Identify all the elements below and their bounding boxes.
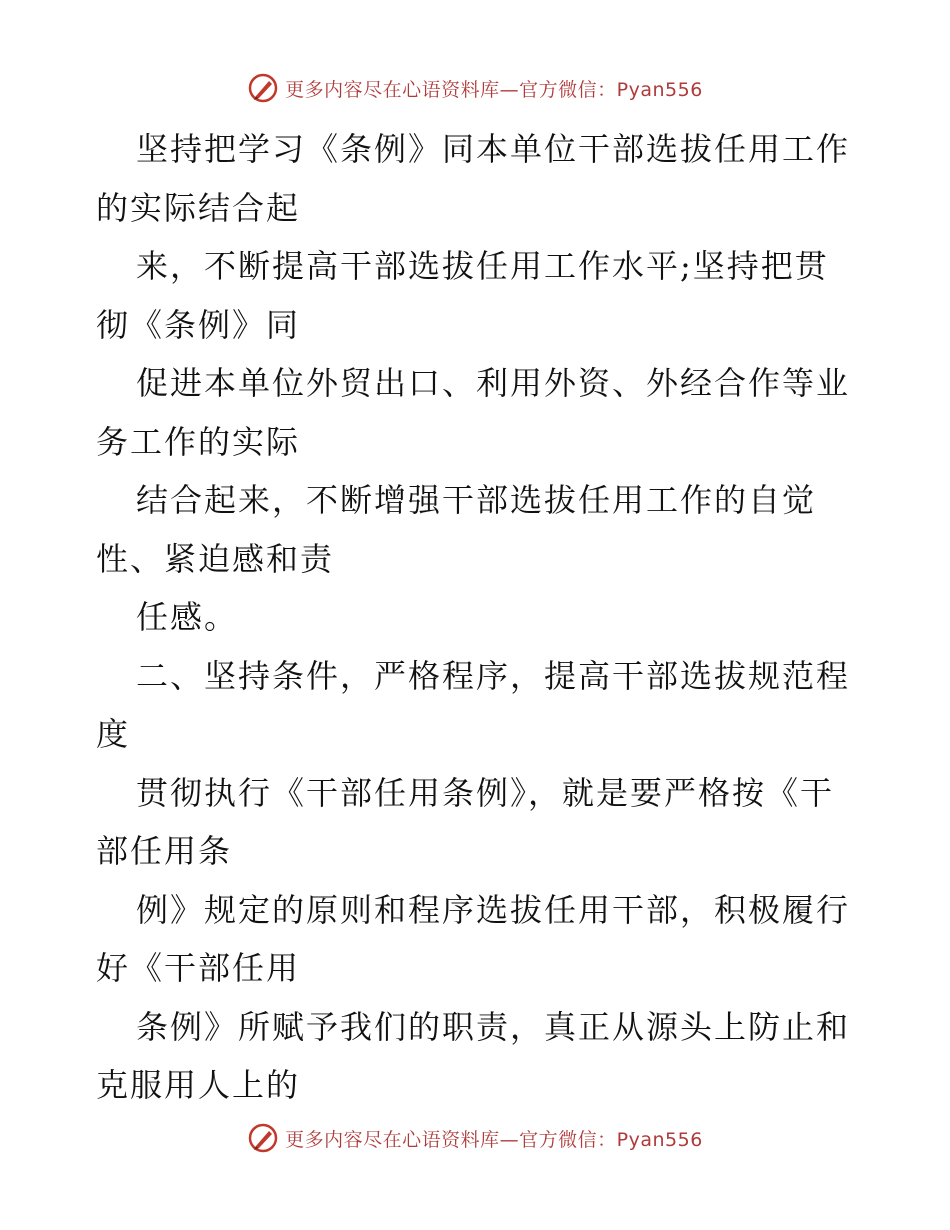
footer-banner [0, 1122, 950, 1154]
text-line: 任感。 [136, 598, 239, 636]
text-line: 彻《条例》同 [96, 305, 301, 344]
text-line: 好《干部任用 [96, 949, 301, 987]
footer-banner-text: 更多内容尽在心语资料库—官方微信：Pyan556 [285, 1128, 703, 1151]
document-body [96, 120, 856, 1115]
text-line: 贯彻执行《干部任用条例》，就是要严格按《干 [136, 773, 835, 812]
text-line: 条例》所赋予我们的职责，真正从源头上防止和 [136, 1007, 851, 1046]
text-line: 例》规定的原则和程序选拔任用干部，积极履行 [136, 890, 851, 929]
pen-logo-icon [247, 1122, 279, 1154]
text-line: 来，不断提高干部选拔任用工作水平;坚持把贯 [136, 247, 829, 285]
header-banner-text: 更多内容尽在心语资料库—官方微信：Pyan556 [285, 78, 703, 101]
text-line: 克服用人上的 [96, 1066, 301, 1104]
text-line: 部任用条 [96, 832, 233, 870]
pen-logo-icon [247, 72, 279, 104]
text-line: 务工作的实际 [96, 422, 301, 461]
text-line: 性、紧迫感和责 [96, 539, 335, 578]
text-line: 结合起来，不断增强干部选拔任用工作的自觉 [136, 481, 817, 519]
section-heading-continued: 度 [96, 715, 131, 753]
section-heading: 二、坚持条件，严格程序，提高干部选拔规范程 [136, 656, 851, 695]
header-banner [0, 72, 950, 104]
text-line: 坚持把学习《条例》同本单位干部选拔任用工作 [136, 130, 851, 168]
text-line: 促进本单位外贸出口、利用外资、外经合作等业 [136, 364, 851, 402]
text-line: 的实际结合起 [96, 188, 301, 227]
